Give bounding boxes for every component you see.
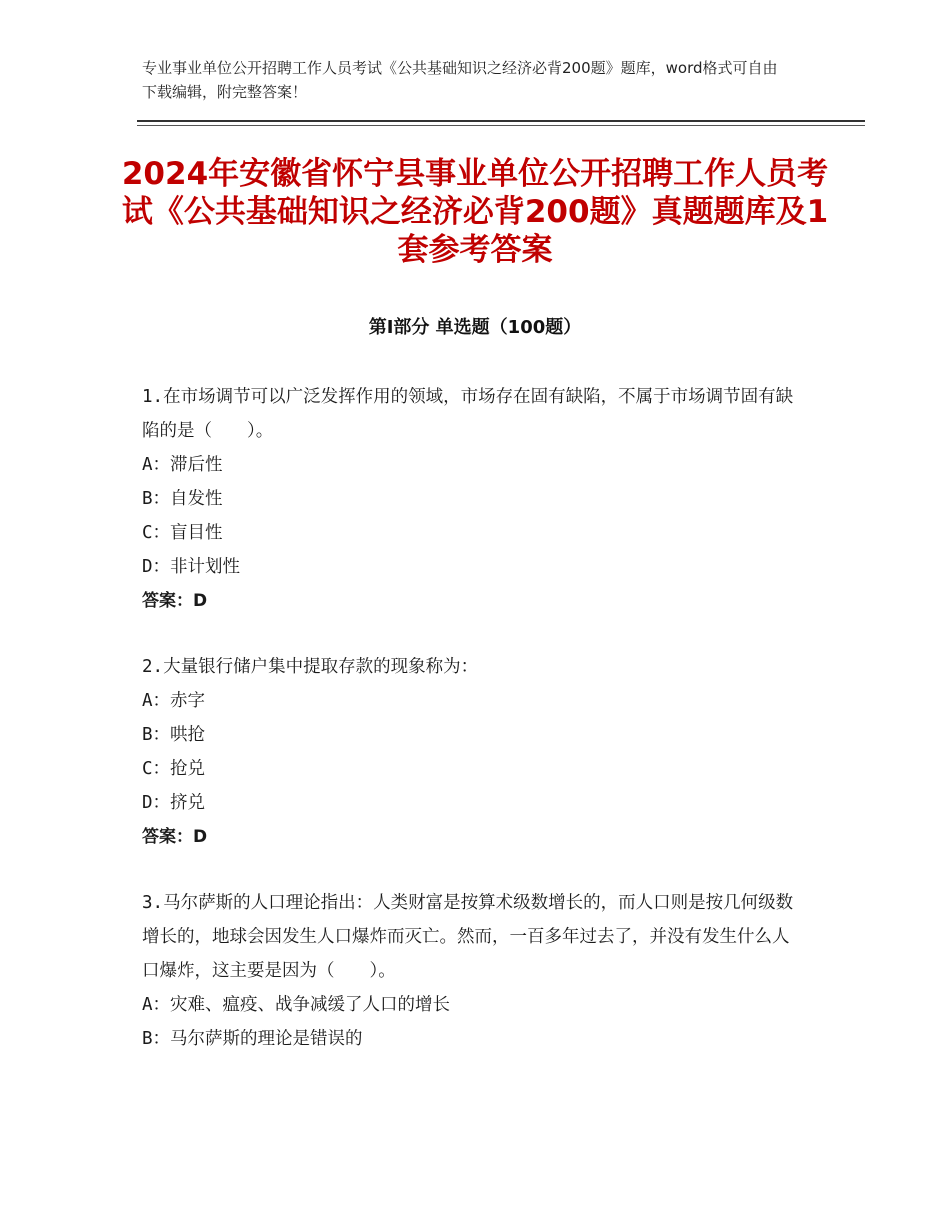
option-a: A：赤字: [142, 691, 206, 711]
option-a: A：滞后性: [142, 455, 223, 475]
option-b: B：自发性: [142, 489, 223, 509]
option-b: B：马尔萨斯的理论是错误的: [142, 1029, 363, 1049]
option-d: D：挤兑: [142, 793, 206, 813]
question-stem: 3.马尔萨斯的人口理论指出：人类财富是按算术级数增长的，而人口则是按几何级数增长的，地球会因发生人口爆炸而灭亡。然而，一百多年过去了，并没有发生什么人口爆炸，这主要是因为（ ）。: [142, 893, 794, 981]
option-c: C：抢兑: [142, 759, 206, 779]
question-stem: 1.在市场调节可以广泛发挥作用的领域，市场存在固有缺陷，不属于市场调节固有缺陷的是（ ）。: [142, 387, 794, 441]
option-b: B：哄抢: [142, 725, 206, 745]
answer-line: 答案：D: [142, 591, 208, 611]
header-divider-thin: [137, 125, 865, 126]
answer-line: 答案：D: [142, 827, 208, 847]
option-d: D：非计划性: [142, 557, 241, 577]
question-stem: 2.大量银行储户集中提取存款的现象称为：: [142, 657, 479, 677]
header-note: 专业事业单位公开招聘工作人员考试《公共基础知识之经济必背200题》题库，word格式可自由下载编辑，附完整答案！: [142, 59, 778, 101]
header-divider: [137, 120, 865, 122]
question-2: [142, 650, 802, 854]
question-1: [142, 380, 802, 618]
option-c: C：盲目性: [142, 523, 223, 543]
option-a: A：灾难、瘟疫、战争减缓了人口的增长: [142, 995, 451, 1015]
question-list: [142, 380, 802, 1088]
section-heading: 第Ⅰ部分 单选题（100题）: [368, 317, 582, 338]
document-title: 2024年安徽省怀宁县事业单位公开招聘工作人员考试《公共基础知识之经济必背200题》真题题库及1套参考答案: [121, 156, 829, 268]
question-3: [142, 886, 802, 1056]
